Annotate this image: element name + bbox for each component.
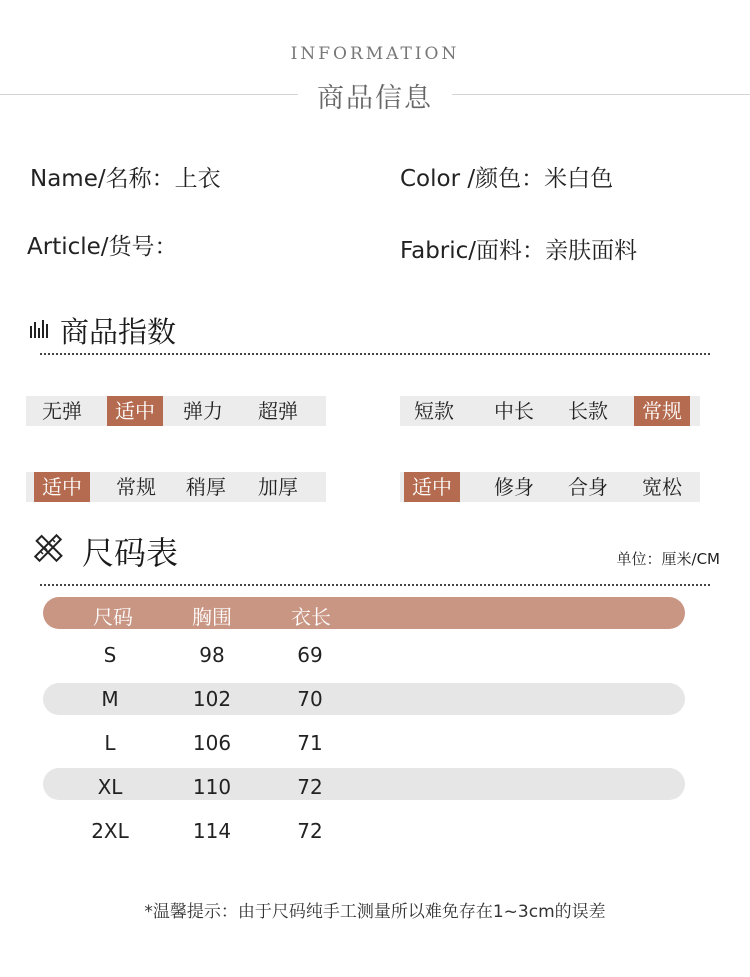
attr-option: 弹力 [183, 399, 223, 423]
info-article [27, 228, 178, 261]
info-color [400, 160, 613, 193]
attr-option: 合身 [568, 475, 608, 499]
info-name-label: Name/名称： [30, 166, 175, 192]
table-cell: L [104, 731, 116, 755]
attr-option-selected: 适中 [404, 472, 460, 502]
bar-chart-icon [30, 320, 48, 338]
attr-option-selected: 适中 [34, 472, 90, 502]
size-section-divider [40, 584, 710, 586]
attr-option-selected: 适中 [107, 396, 163, 426]
info-name [30, 160, 221, 193]
table-cell: S [103, 643, 117, 667]
table-cell: 102 [192, 687, 232, 711]
attr-option: 宽松 [642, 475, 682, 499]
table-cell: 72 [297, 819, 323, 843]
table-cell: 98 [199, 643, 225, 667]
attr-option: 长款 [568, 399, 608, 423]
info-fabric [400, 232, 637, 265]
header-english-title: INFORMATION [290, 44, 460, 64]
attr-option: 短款 [414, 399, 454, 423]
table-cell: 71 [297, 731, 323, 755]
attr-option: 修身 [494, 475, 534, 499]
attr-option: 加厚 [258, 475, 298, 499]
ruler-pencil-icon [32, 532, 64, 564]
size-section-title: 尺码表 [82, 534, 179, 572]
table-cell: 69 [297, 643, 323, 667]
elasticity-options [26, 396, 326, 426]
info-article-label: Article/货号： [27, 234, 178, 260]
attr-option: 中长 [494, 399, 534, 423]
table-cell: 72 [297, 775, 323, 799]
table-cell: M [101, 687, 119, 711]
length-options [400, 396, 700, 426]
index-section-title: 商品指数 [60, 315, 177, 349]
table-cell: 106 [192, 731, 232, 755]
attr-option: 常规 [116, 475, 156, 499]
fit-options [400, 472, 700, 502]
table-header-cell: 胸围 [192, 605, 232, 629]
thickness-options [26, 472, 326, 502]
table-cell: 114 [192, 819, 232, 843]
attr-option-selected: 常规 [634, 396, 690, 426]
info-color-value: 米白色 [544, 166, 614, 192]
table-cell: 110 [192, 775, 232, 799]
info-fabric-value: 亲肤面料 [545, 238, 638, 264]
info-fabric-label: Fabric/面料： [400, 238, 546, 264]
unit-label: 单位：厘米/CM [616, 550, 720, 568]
measurement-note: *温馨提示：由于尺码纯手工测量所以难免存在1~3cm的误差 [144, 902, 606, 922]
info-color-label: Color /颜色： [400, 166, 545, 192]
attr-option: 稍厚 [186, 475, 226, 499]
table-header-cell: 尺码 [93, 605, 133, 629]
table-cell: XL [97, 775, 123, 799]
attr-option: 超弹 [258, 399, 298, 423]
index-section-divider [40, 353, 710, 355]
table-cell: 70 [297, 687, 323, 711]
table-header-cell: 衣长 [291, 605, 331, 629]
header-chinese-title: 商品信息 [317, 83, 433, 114]
table-cell: 2XL [91, 819, 129, 843]
attr-option: 无弹 [42, 399, 82, 423]
info-name-value: 上衣 [174, 166, 221, 192]
